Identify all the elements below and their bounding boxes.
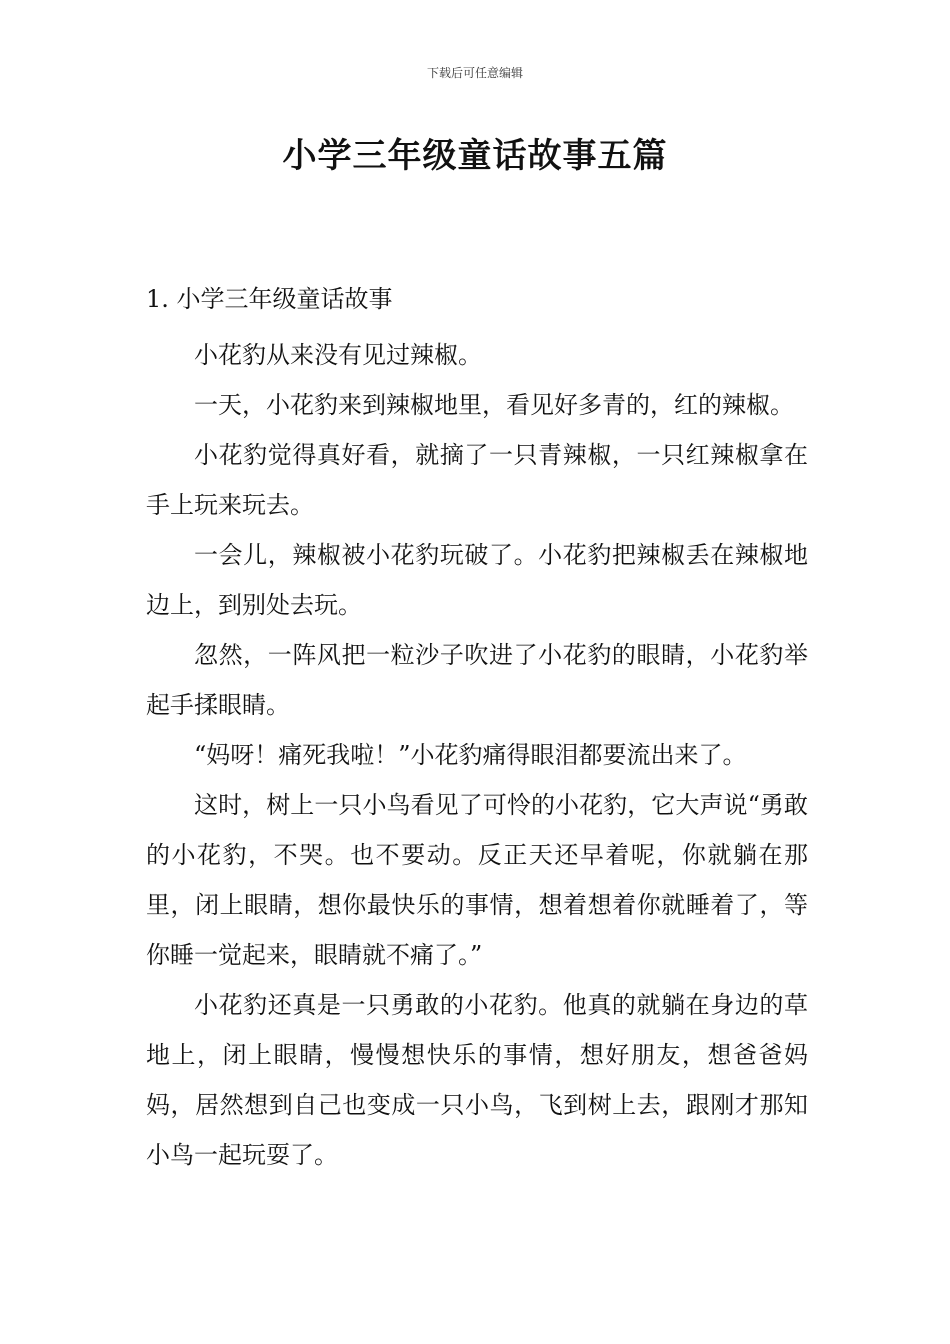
paragraph: 这时，树上一只小鸟看见了可怜的小花豹，它大声说“勇敢的小花豹，不哭。也不要动。反正天还早着呢，你就躺在那里，闭上眼睛，想你最快乐的事情，想着想着你就睡着了，等你睡一觉起来，眼睛就不痛了。”	[146, 791, 808, 969]
section-heading: 1. 小学三年级童话故事	[146, 285, 393, 313]
paragraph: 小花豹觉得真好看，就摘了一只青辣椒，一只红辣椒拿在手上玩来玩去。	[146, 441, 808, 519]
paragraph: “妈呀！痛死我啦！”小花豹痛得眼泪都要流出来了。	[194, 741, 747, 769]
paragraph: 忽然，一阵风把一粒沙子吹进了小花豹的眼睛，小花豹举起手揉眼睛。	[146, 641, 808, 719]
paragraph: 小花豹还真是一只勇敢的小花豹。他真的就躺在身边的草地上，闭上眼睛，慢慢想快乐的事情，想好朋友，想爸爸妈妈，居然想到自己也变成一只小鸟，飞到树上去，跟刚才那知小鸟一起玩耍了。	[146, 991, 808, 1169]
story-body	[146, 330, 808, 1180]
paragraph: 一会儿，辣椒被小花豹玩破了。小花豹把辣椒丢在辣椒地边上，到别处去玩。	[146, 541, 808, 619]
document-title: 小学三年级童话故事五篇	[282, 136, 668, 176]
paragraph: 一天，小花豹来到辣椒地里，看见好多青的，红的辣椒。	[194, 391, 794, 419]
header-note: 下载后可任意编辑	[426, 66, 523, 80]
paragraph: 小花豹从来没有见过辣椒。	[194, 341, 482, 369]
